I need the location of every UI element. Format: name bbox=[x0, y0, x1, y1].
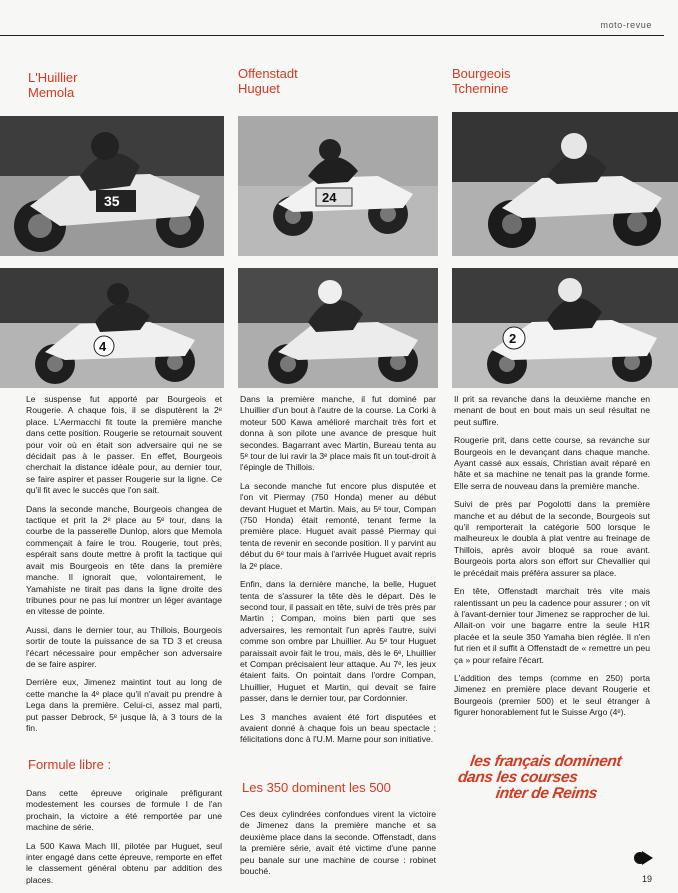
headline-line: les français dominent bbox=[469, 753, 623, 770]
paragraph: Ces deux cylindrées confondues virent la victoire de Jimenez dans la première manche et sa deuxième place dans la seconde. Offenstadt, dans la première série, avait été victime d'une panne peu banale sur une machine de course : robinet bouché. bbox=[240, 809, 436, 877]
caption-title-left-line1: L'Huillier bbox=[28, 70, 78, 85]
paragraph: Aussi, dans le dernier tour, au Thillois, Bourgeois sortir de toute la puissance de sa TD 3 et creusa l'écart nécessaire pour empêcher son adversaire de se faire aspirer. bbox=[26, 624, 222, 669]
subheading-formule-libre: Formule libre : bbox=[28, 757, 112, 772]
caption-title-right-line1: Bourgeois bbox=[452, 66, 511, 81]
paragraph: Dans la première manche, il fut dominé par Lhuillier d'un bout à l'autre de la course. La Corki à moteur 500 Kawa amélioré marchait très fort et donna à son pilote une avance de presque huit secondes. Bagarrant avec Martin, Bureau tenta au 5ᵉ tour de lui ravir la 3ᵉ place mais fit un tout-droit à l'épingle de Thillois. bbox=[240, 394, 436, 473]
article-column-left-lower bbox=[26, 788, 222, 893]
paragraph: La 500 Kawa Mach III, pilotée par Huguet, seul inter engagé dans cette épreuve, remporte en effet le classement général obtenu par addition des places. bbox=[26, 840, 222, 885]
caption-title-right-line2: Tchernine bbox=[452, 81, 509, 96]
caption-title-middle-line1: Offenstadt bbox=[238, 66, 298, 81]
paragraph: Dans cette épreuve originale préfigurant modestement les courses de formule I de l'an prochain, la victoire a été remportée par une machine de série. bbox=[26, 788, 222, 833]
photo-lhuillier-top bbox=[0, 116, 224, 256]
caption-title-middle-line2: Huguet bbox=[238, 81, 280, 96]
race-number-35: 35 bbox=[104, 193, 120, 209]
paragraph: Derrière eux, Jimenez maintint tout au long de cette manche la 4ᵉ place qu'il n'avait pu prendre à Lega dans la première. Celui-ci, assez mal parti, put passer Debrock, 5ᵉ jusque là, à 3 tours de la fin. bbox=[26, 677, 222, 733]
article-column-middle-lower bbox=[240, 809, 436, 884]
headline-line: dans les courses bbox=[456, 769, 579, 786]
paragraph: La seconde manche fut encore plus disputée et l'on vit Piermay (750 Honda) mener au début devant Huguet et Martin. Mais, au 5ᵉ tour, Compan (750 Honda) était remonté, tenant ferme la première place. Huguet avait passé Piermay qui tenta de revenir en seconde position. Il y parvint au début du 6ᵉ tour mais à l'arrivée Huguet avait repris la 2ᵉ place. bbox=[240, 480, 436, 571]
motorcycle-photo-icon bbox=[0, 116, 224, 256]
race-number-2: 2 bbox=[509, 331, 517, 346]
race-number-24: 24 bbox=[322, 190, 337, 205]
paragraph: Rougerie prit, dans cette course, sa revanche sur Bourgeois en le devançant dans chaque manche. Ayant cassé aux essais, Christian avait réparé en hâte et sa machine ne tenait pas la grande forme. Elle serra de nouveau dans la première manche. bbox=[454, 435, 650, 491]
caption-title-middle bbox=[238, 66, 298, 96]
page-number: 19 bbox=[642, 874, 653, 884]
photo-offenstadt-top bbox=[238, 116, 438, 256]
motorcycle-photo-icon bbox=[238, 116, 438, 256]
motorcycle-photo-icon bbox=[452, 268, 678, 388]
photo-lhuillier-bottom bbox=[0, 268, 224, 388]
motorcycle-photo-icon bbox=[238, 268, 438, 388]
caption-title-left-line2: Memola bbox=[28, 85, 75, 100]
photo-bourgeois-bottom bbox=[452, 268, 678, 388]
continue-arrow-icon bbox=[634, 850, 654, 866]
headline-line: inter de Reims bbox=[494, 785, 599, 802]
paragraph: Dans la seconde manche, Bourgeois changea de tactique et prit la 2ᵉ place au 5ᵉ tour, dans la courbe de la passerelle Dunlop, alors que Memola commençait à faire le trou. Rougerie, tout près, espérait sans doute mettre à profit la tactique qui avait mis Bourgeois en tête dans la première manche. Il ignorait que, volontairement, le Yamahiste ne tirait pas dans la ligne droite des tribunes pour ne pas lui montrer un léger avantage en vitesse de pointe. bbox=[26, 503, 222, 617]
paragraph: En tête, Offenstadt marchait très vite mais ralentissant un peu la cadence pour assurer ; on vit à l'avant-dernier tour Jimenez se rapprocher de lui. Allait-on voir une bagarre entre la seule H1R placée et la seule 350 Yamaha bien réglée. Il n'en fut rien et il suffit à Offenstadt de « remettre un peu ça » pour refaire l'écart. bbox=[454, 586, 650, 665]
paragraph: Suivi de près par Pogolotti dans la première manche et au début de la seconde, Bourgeois sut qu'il remporterait la catégorie 500 lorsque le malheureux le doubla à plat ventre au freinage de Thillois, après avoir bloqué sa roue avant. Bourgeois porta alors son effort sur Chevallier qui le précédait mais préféra assurer sa place. bbox=[454, 499, 650, 578]
running-head: moto-revue bbox=[600, 20, 652, 30]
article-column-right bbox=[454, 394, 650, 726]
paragraph: Enfin, dans la dernière manche, la belle, Huguet tenta de s'assurer la tête dès le départ. Dès le second tour, il passait en tête, suivi de très près par Martin ; Compan, moins bien parti que ses adversaires, les remontait l'un après l'autre, suivi comme son ombre par Lhuillier. Au 5ᵉ tour Huguet paraissait avoir fait le trou, mais, dès le 6ᵉ, Lhuillier et Compan précisaient leur attaque. Au 7ᵉ, les jeux étaient faits. On pointait dans l'ordre Compan, Lhuillier, Huguet et Martin, qui devait se faire passer, dans le dernier tour, par Cordonnier. bbox=[240, 579, 436, 704]
caption-title-left bbox=[28, 70, 77, 100]
caption-title-right bbox=[452, 66, 511, 96]
photo-offenstadt-bottom bbox=[238, 268, 438, 388]
headline-francais-dominent bbox=[456, 753, 623, 802]
paragraph: L'addition des temps (comme en 250) porta Jimenez en première place devant Rougerie et Bourgeois (premier 500) et le seul étranger à figurer honorablement fut le Suisse Argo (4ᵉ). bbox=[454, 672, 650, 718]
motorcycle-photo-icon bbox=[452, 112, 678, 256]
subheading-350-500: Les 350 dominent les 500 bbox=[242, 780, 391, 795]
paragraph: Il prit sa revanche dans la deuxième manche en menant de bout en bout mais un seul résultat ne peut suffire. bbox=[454, 394, 650, 427]
motorcycle-photo-icon bbox=[0, 268, 224, 388]
paragraph: Le suspense fut apporté par Bourgeois et Rougerie. A chaque fois, il se disputèrent la 2ᵉ place. L'Aermacchi fit toute la première manche dans cette position. Rougerie se retournait souvent pour voir où en était son adversaire qui ne se décidait pas à le passer. En effet, Bourgeois cherchait la distance idéale pour, au dernier tour, se faire aspirer et passer Rougerie sur la ligne. Ce qu'il fit avec le succès que l'on sait. bbox=[26, 394, 222, 496]
race-number-4: 4 bbox=[99, 339, 107, 354]
paragraph: Les 3 manches avaient été fort disputées et avaient donné à chaque fois un beau spectacle ; félicitations donc à l'U.M. Marne pour son initiative. bbox=[240, 711, 436, 745]
photo-bourgeois-top bbox=[452, 112, 678, 256]
article-column-middle bbox=[240, 394, 436, 753]
article-column-left bbox=[26, 394, 222, 741]
header-rule bbox=[0, 35, 664, 36]
